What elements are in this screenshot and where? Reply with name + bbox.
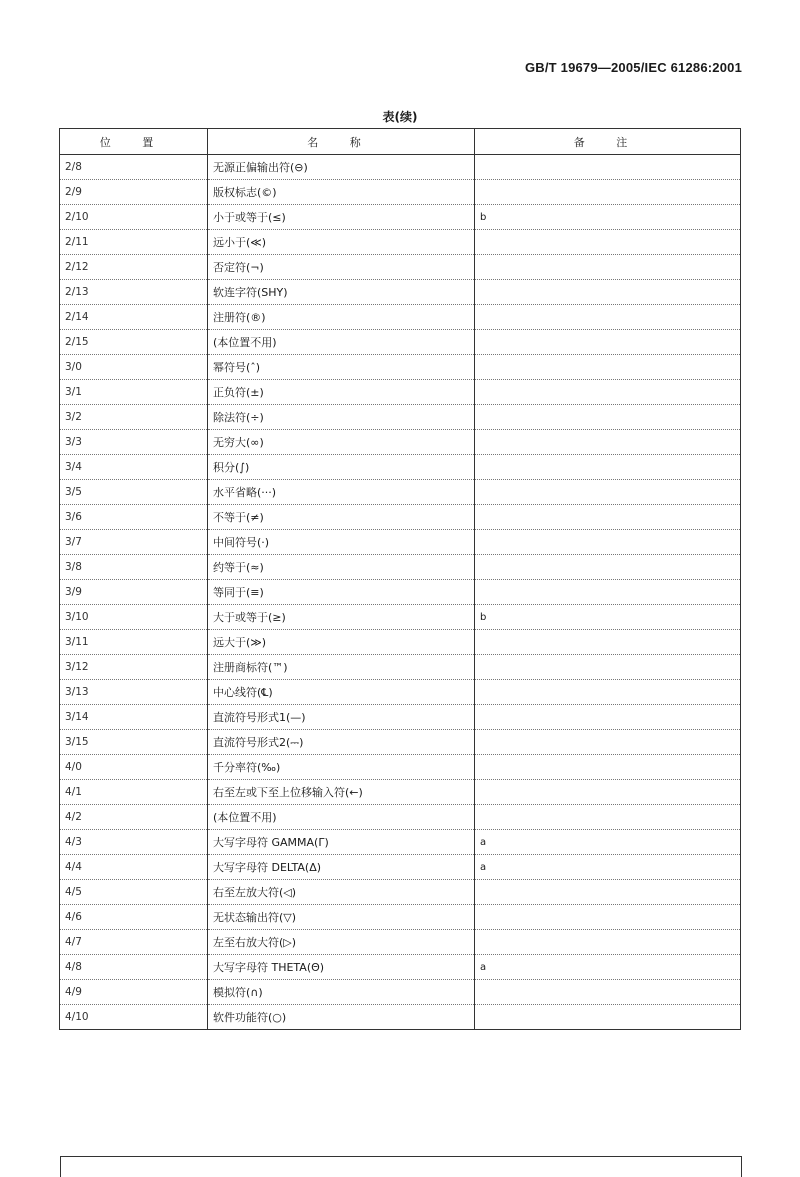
- note-cell: [475, 355, 741, 380]
- table-row: [60, 680, 741, 705]
- table-row: [60, 505, 741, 530]
- table-row: [60, 455, 741, 480]
- symbol-table: [59, 128, 741, 1030]
- position-cell: 2/10: [60, 205, 208, 230]
- table-row: [60, 255, 741, 280]
- note-cell: a: [475, 955, 741, 980]
- position-cell: 3/2: [60, 405, 208, 430]
- position-cell: 3/0: [60, 355, 208, 380]
- position-cell: 4/0: [60, 755, 208, 780]
- note-cell: [475, 530, 741, 555]
- note-cell: [475, 255, 741, 280]
- table-row: [60, 1005, 741, 1030]
- standard-code: GB/T 19679—2005/IEC 61286:2001: [524, 60, 742, 75]
- position-cell: 4/10: [60, 1005, 208, 1030]
- name-cell: 中间符号(·): [208, 530, 475, 555]
- position-cell: 3/10: [60, 605, 208, 630]
- note-cell: [475, 730, 741, 755]
- table-row: [60, 905, 741, 930]
- table-row: [60, 230, 741, 255]
- table-row: [60, 605, 741, 630]
- note-cell: [475, 1005, 741, 1030]
- position-cell: 3/5: [60, 480, 208, 505]
- position-cell: 3/3: [60, 430, 208, 455]
- position-cell: 3/13: [60, 680, 208, 705]
- name-cell: 幂符号(ˆ): [208, 355, 475, 380]
- table-row: [60, 780, 741, 805]
- note-cell: [475, 905, 741, 930]
- note-cell: [475, 455, 741, 480]
- table-row: [60, 980, 741, 1005]
- name-cell: 注册商标符(™): [208, 655, 475, 680]
- note-cell: [475, 655, 741, 680]
- table-row: [60, 480, 741, 505]
- note-cell: [475, 230, 741, 255]
- position-cell: 4/2: [60, 805, 208, 830]
- table-row: [60, 405, 741, 430]
- note-cell: [475, 805, 741, 830]
- table-row: [60, 880, 741, 905]
- position-cell: 4/1: [60, 780, 208, 805]
- position-cell: 3/8: [60, 555, 208, 580]
- name-cell: 无状态输出符(▽): [208, 905, 475, 930]
- position-cell: 2/14: [60, 305, 208, 330]
- name-cell: 不等于(≠): [208, 505, 475, 530]
- table-row: [60, 330, 741, 355]
- table-row: [60, 955, 741, 980]
- position-cell: 3/4: [60, 455, 208, 480]
- name-cell: 积分(∫): [208, 455, 475, 480]
- note-cell: [475, 180, 741, 205]
- name-cell: 软连字符(SHY): [208, 280, 475, 305]
- note-cell: [475, 505, 741, 530]
- table-row: [60, 630, 741, 655]
- name-cell: 远小于(≪): [208, 230, 475, 255]
- table-row: [60, 705, 741, 730]
- position-cell: 4/8: [60, 955, 208, 980]
- position-cell: 4/9: [60, 980, 208, 1005]
- table-row: [60, 180, 741, 205]
- table-row: [60, 805, 741, 830]
- table-row: [60, 530, 741, 555]
- name-cell: 水平省略(···): [208, 480, 475, 505]
- name-cell: 小于或等于(≤): [208, 205, 475, 230]
- name-cell: 模拟符(∩): [208, 980, 475, 1005]
- name-cell: (本位置不用): [208, 805, 475, 830]
- note-cell: [475, 430, 741, 455]
- note-cell: [475, 705, 741, 730]
- table-row: [60, 280, 741, 305]
- position-cell: 4/4: [60, 855, 208, 880]
- table-caption: 表(续): [382, 110, 418, 124]
- position-cell: 3/15: [60, 730, 208, 755]
- position-cell: 2/13: [60, 280, 208, 305]
- name-cell: 大写字母符 DELTA(Δ): [208, 855, 475, 880]
- table-row: [60, 555, 741, 580]
- name-cell: 直流符号形式2(⎓): [208, 730, 475, 755]
- name-cell: 大写字母符 THETA(Θ): [208, 955, 475, 980]
- column-header-name: 名 称: [208, 129, 475, 155]
- table-row: [60, 155, 741, 180]
- position-cell: 3/9: [60, 580, 208, 605]
- name-cell: 正负符(±): [208, 380, 475, 405]
- position-cell: 3/12: [60, 655, 208, 680]
- position-cell: 4/7: [60, 930, 208, 955]
- note-cell: [475, 980, 741, 1005]
- note-cell: [475, 330, 741, 355]
- position-cell: 4/5: [60, 880, 208, 905]
- name-cell: 千分率符(‰): [208, 755, 475, 780]
- name-cell: (本位置不用): [208, 330, 475, 355]
- table-row: [60, 580, 741, 605]
- table-row: [60, 755, 741, 780]
- name-cell: 右至左或下至上位移输入符(←): [208, 780, 475, 805]
- column-header-note: 备 注: [475, 129, 741, 155]
- note-cell: [475, 930, 741, 955]
- name-cell: 大于或等于(≥): [208, 605, 475, 630]
- name-cell: 等同于(≡): [208, 580, 475, 605]
- name-cell: 约等于(≈): [208, 555, 475, 580]
- name-cell: 否定符(¬): [208, 255, 475, 280]
- name-cell: 版权标志(©): [208, 180, 475, 205]
- position-cell: 2/11: [60, 230, 208, 255]
- position-cell: 3/7: [60, 530, 208, 555]
- name-cell: 无穷大(∞): [208, 430, 475, 455]
- name-cell: 无源正偏输出符(⊖): [208, 155, 475, 180]
- table-header-row: [60, 129, 741, 155]
- table-row: [60, 430, 741, 455]
- name-cell: 除法符(÷): [208, 405, 475, 430]
- table-row: [60, 305, 741, 330]
- position-cell: 3/6: [60, 505, 208, 530]
- name-cell: 右至左放大符(◁): [208, 880, 475, 905]
- position-cell: 2/8: [60, 155, 208, 180]
- table-row: [60, 380, 741, 405]
- note-cell: [475, 680, 741, 705]
- name-cell: 直流符号形式1(—): [208, 705, 475, 730]
- position-cell: 3/1: [60, 380, 208, 405]
- table-row: [60, 730, 741, 755]
- note-cell: [475, 405, 741, 430]
- name-cell: 左至右放大符(▷): [208, 930, 475, 955]
- position-cell: 2/15: [60, 330, 208, 355]
- position-cell: 4/3: [60, 830, 208, 855]
- note-cell: a: [475, 830, 741, 855]
- note-cell: b: [475, 605, 741, 630]
- note-cell: [475, 780, 741, 805]
- footer-box: [60, 1156, 742, 1177]
- note-cell: [475, 880, 741, 905]
- name-cell: 大写字母符 GAMMA(Γ): [208, 830, 475, 855]
- note-cell: [475, 755, 741, 780]
- position-cell: 2/9: [60, 180, 208, 205]
- table-row: [60, 205, 741, 230]
- name-cell: 中心线符(℄): [208, 680, 475, 705]
- table-row: [60, 655, 741, 680]
- note-cell: [475, 555, 741, 580]
- table-row: [60, 930, 741, 955]
- position-cell: 3/14: [60, 705, 208, 730]
- table-row: [60, 355, 741, 380]
- note-cell: a: [475, 855, 741, 880]
- note-cell: [475, 480, 741, 505]
- name-cell: 软件功能符(○): [208, 1005, 475, 1030]
- position-cell: 3/11: [60, 630, 208, 655]
- name-cell: 注册符(®): [208, 305, 475, 330]
- table-row: [60, 855, 741, 880]
- position-cell: 2/12: [60, 255, 208, 280]
- note-cell: [475, 280, 741, 305]
- position-cell: 4/6: [60, 905, 208, 930]
- table-row: [60, 830, 741, 855]
- note-cell: [475, 580, 741, 605]
- note-cell: [475, 305, 741, 330]
- column-header-position: 位 置: [60, 129, 208, 155]
- note-cell: b: [475, 205, 741, 230]
- note-cell: [475, 630, 741, 655]
- note-cell: [475, 155, 741, 180]
- name-cell: 远大于(≫): [208, 630, 475, 655]
- note-cell: [475, 380, 741, 405]
